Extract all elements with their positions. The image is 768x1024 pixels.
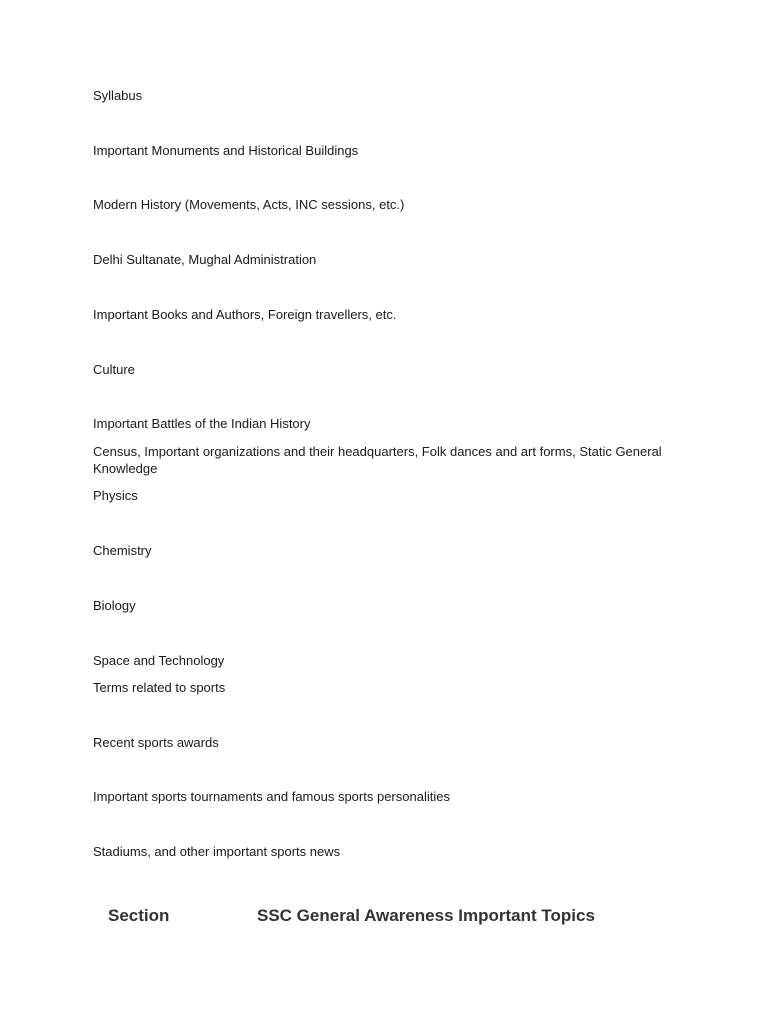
text-line-battles: Important Battles of the Indian History bbox=[93, 416, 311, 431]
text-line-physics: Physics bbox=[93, 488, 138, 503]
text-line-books-authors: Important Books and Authors, Foreign travellers, etc. bbox=[93, 307, 397, 322]
text-line-sports-terms: Terms related to sports bbox=[93, 680, 226, 695]
text-line-biology: Biology bbox=[93, 598, 136, 613]
text-line-modern-history: Modern History (Movements, Acts, INC sessions, etc.) bbox=[93, 197, 405, 212]
text-line-syllabus: Syllabus bbox=[93, 88, 143, 103]
text-line-sports-tournaments: Important sports tournaments and famous sports personalities bbox=[93, 789, 450, 804]
text-line-space-technology: Space and Technology bbox=[93, 653, 225, 668]
text-line-monuments: Important Monuments and Historical Buildings bbox=[93, 143, 359, 158]
table-header-section: Section bbox=[108, 906, 170, 925]
text-line-culture: Culture bbox=[93, 362, 135, 377]
table-header-topics: SSC General Awareness Important Topics bbox=[257, 906, 595, 925]
text-line-stadiums: Stadiums, and other important sports news bbox=[93, 844, 341, 859]
text-line-sports-awards: Recent sports awards bbox=[93, 735, 219, 750]
text-line-delhi-sultanate: Delhi Sultanate, Mughal Administration bbox=[93, 252, 317, 267]
text-line-census: Census, Important organizations and their headquarters, Folk dances and art forms, Static General Knowledge bbox=[93, 444, 662, 476]
text-line-chemistry: Chemistry bbox=[93, 543, 152, 558]
